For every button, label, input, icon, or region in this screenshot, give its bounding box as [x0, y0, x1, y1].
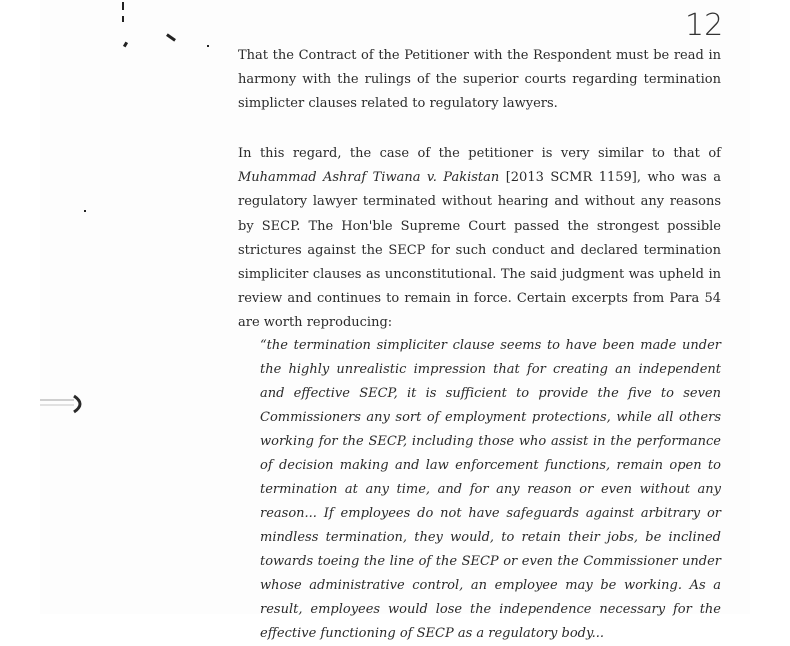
scan-speck — [122, 2, 124, 10]
binder-clip-icon — [40, 392, 92, 416]
case-name: Muhammad Ashraf Tiwana v. Pakistan — [238, 170, 500, 186]
scan-speck — [207, 45, 209, 47]
page-number: 12 — [685, 8, 724, 43]
paragraph-intro: In this regard, the case of the petitioner is very similar to that of — [238, 146, 721, 161]
scan-speck — [166, 33, 176, 41]
paragraph-case-reference — [238, 142, 721, 336]
document-page — [40, 0, 750, 641]
block-quote: “the termination simpliciter clause seems to have been made under the highly unrealistic impression that for creating an independent and effective SECP, it is sufficient to provide the five to seven Commissioners any sort of employment protections, while all others working for the SECP, including those who assist in the performance of decision making and law enforcement functions, remain open to termination at any time, and for any reason or even without any reason... If employees do not have safeguards against arbitrary or mindless termination, they would, to retain their jobs, be inclined towards toeing the line of the SECP or even the Commissioner under whose administrative control, an employee may be working. As a result, employees would lose the independence necessary for the effective functioning of SECP as a regulatory body... — [260, 338, 721, 641]
scan-speck — [84, 210, 86, 212]
paragraph-contract-harmony: That the Contract of the Petitioner with the Respondent must be read in harmony with the rulings of the superior courts regarding termination simplicter clauses related to regulatory lawyers. — [238, 48, 721, 112]
paragraph-rest: [2013 SCMR 1159], who was a regulatory lawyer terminated without hearing and without any reasons by SECP. The Hon'ble Supreme Court passed the strongest possible strictures against the SECP for such conduct and declared termination simpliciter clauses as unconstitutional. The said judgment was upheld in review and continues to remain in force. Certain excerpts from Para 54 are worth reproducing: — [238, 170, 721, 331]
scan-speck — [122, 16, 124, 22]
scan-speck — [123, 42, 128, 48]
